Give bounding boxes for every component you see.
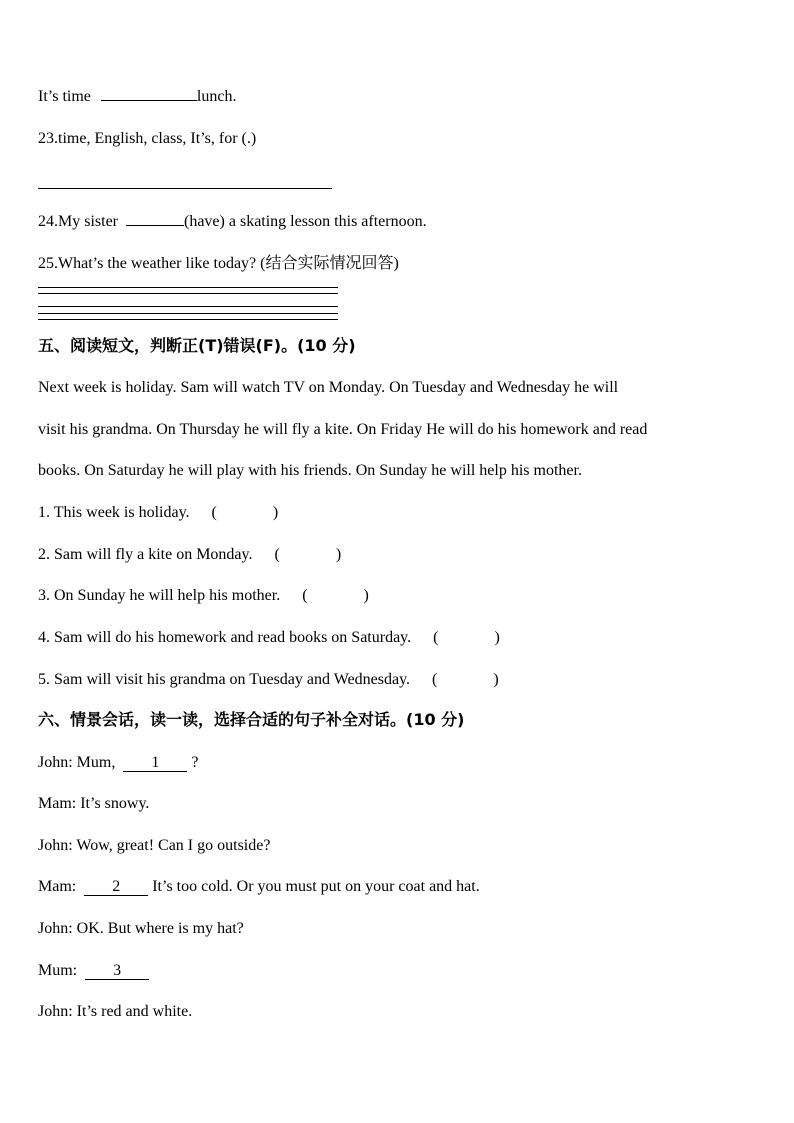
tf-answer-paren[interactable]: ( )	[302, 587, 369, 604]
q25-line: 25.What’s the weather like today? (结合实际情况回答)	[38, 255, 399, 272]
tf-item-text: 4. Sam will do his homework and read books on Saturday.	[38, 629, 412, 646]
dialogue-line-1	[38, 753, 198, 773]
q24-line	[38, 212, 427, 232]
dialogue-suffix: It’s too cold. Or you must put on your coat and hat.	[152, 878, 480, 895]
tf-answer-paren[interactable]: ( )	[433, 629, 500, 646]
q23-answer-line[interactable]	[38, 188, 332, 189]
q24-prefix: 24.My sister	[38, 213, 118, 230]
q22-suffix: lunch.	[196, 88, 237, 105]
section5-heading: 五、阅读短文，判断正(T)错误(F)。(10 分)	[38, 336, 356, 355]
tf-item-text: 1. This week is holiday.	[38, 504, 190, 521]
tf-item-2	[38, 545, 341, 565]
dialogue-suffix: ?	[191, 754, 199, 771]
tf-answer-paren[interactable]: ( )	[432, 671, 499, 688]
dialogue-line-7: John: It’s red and white.	[38, 1003, 193, 1020]
tf-answer-paren[interactable]: ( )	[274, 546, 342, 563]
dialogue-blank-2[interactable]: 2	[84, 879, 148, 896]
tf-item-3	[38, 586, 369, 606]
dialogue-line-5: John: OK. But where is my hat?	[38, 920, 244, 937]
dialogue-blank-1[interactable]: 1	[123, 755, 187, 772]
q25-answer-line-1[interactable]	[38, 287, 338, 288]
dialogue-blank-3[interactable]: 3	[85, 963, 149, 980]
tf-item-1	[38, 503, 278, 523]
q22-blank[interactable]	[101, 100, 197, 101]
q24-suffix: (have) a skating lesson this afternoon.	[184, 213, 427, 230]
dialogue-speaker-text: Mum:	[38, 962, 78, 979]
dialogue-speaker-text: John: Mum,	[38, 754, 116, 771]
tf-item-4	[38, 628, 500, 648]
passage-line-3: books. On Saturday he will play with his friends. On Sunday he will help his mother.	[38, 462, 582, 479]
passage-line-2: visit his grandma. On Thursday he will fly a kite. On Friday He will do his homework and read	[38, 421, 648, 438]
dialogue-line-2: Mam: It’s snowy.	[38, 795, 150, 812]
q25-answer-line-3[interactable]	[38, 306, 338, 307]
tf-item-5	[38, 670, 499, 690]
dialogue-line-4	[38, 877, 480, 897]
q25-answer-line-4[interactable]	[38, 313, 338, 314]
tf-item-text: 2. Sam will fly a kite on Monday.	[38, 546, 253, 563]
tf-item-text: 5. Sam will visit his grandma on Tuesday and Wednesday.	[38, 671, 411, 688]
q23-line: 23.time, English, class, It’s, for (.)	[38, 130, 257, 147]
tf-answer-paren[interactable]: ( )	[211, 504, 279, 521]
q24-blank[interactable]	[126, 225, 184, 226]
q25-answer-line-5[interactable]	[38, 319, 338, 320]
tf-item-text: 3. On Sunday he will help his mother.	[38, 587, 281, 604]
q25-answer-line-2[interactable]	[38, 293, 338, 294]
dialogue-speaker-text: Mam:	[38, 878, 77, 895]
q22-prefix: It’s time	[38, 88, 91, 105]
dialogue-line-3: John: Wow, great! Can I go outside?	[38, 837, 271, 854]
dialogue-line-6	[38, 961, 149, 981]
section6-heading: 六、情景会话，读一读，选择合适的句子补全对话。(10 分)	[38, 710, 465, 729]
q22-line	[38, 87, 236, 107]
passage-line-1: Next week is holiday. Sam will watch TV on Monday. On Tuesday and Wednesday he will	[38, 379, 619, 396]
